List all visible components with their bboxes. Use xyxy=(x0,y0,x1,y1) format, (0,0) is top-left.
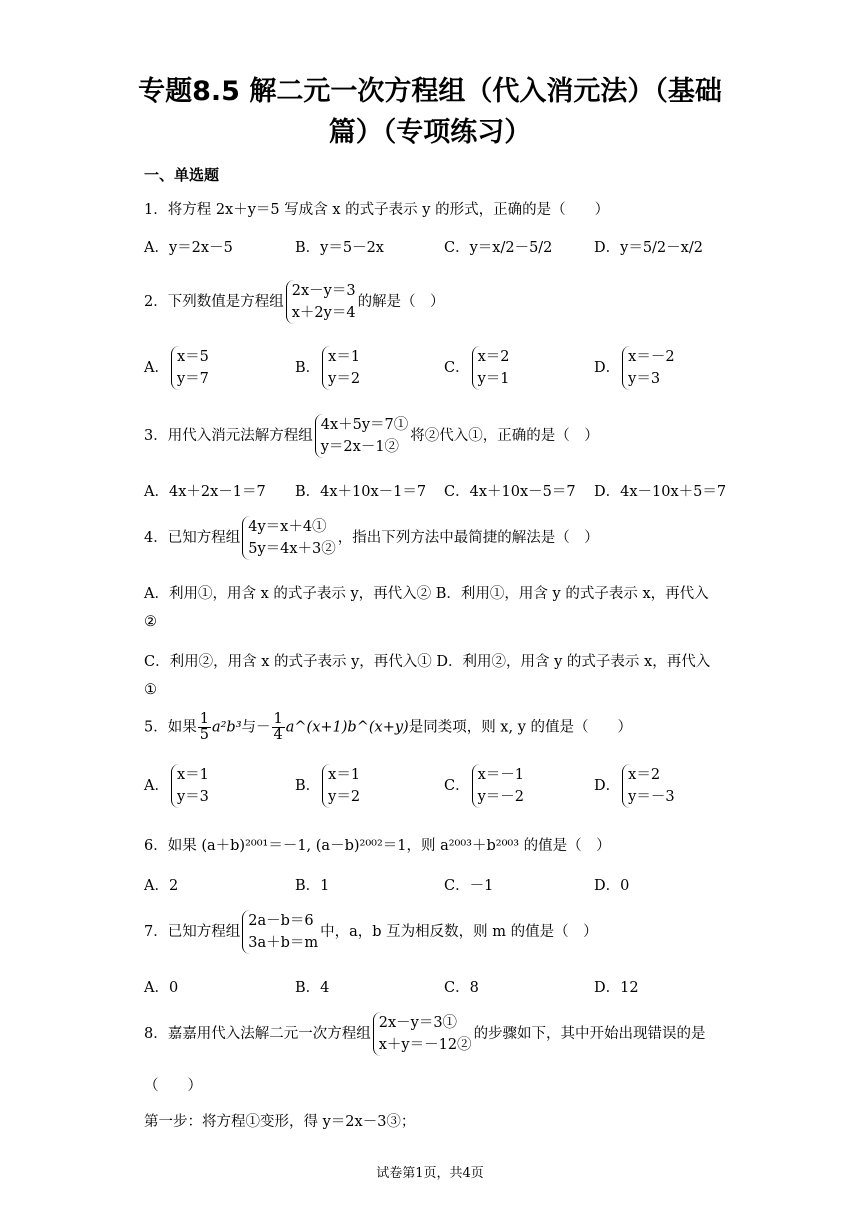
option-eq1: x＝－2 xyxy=(628,349,675,365)
q4-system xyxy=(242,516,336,560)
option-label: A． xyxy=(144,778,169,794)
q5-term-1: a²b³ xyxy=(211,719,242,736)
q5-option-d xyxy=(594,764,677,808)
numerator: 1 xyxy=(199,711,209,727)
q2-option-c xyxy=(444,346,512,390)
q4-suffix: ，指出下列方法中最简捷的解法是（ ） xyxy=(337,530,599,546)
q7-option-c: C．8 xyxy=(444,980,479,996)
option-label: D． xyxy=(594,778,621,794)
q4-prefix: 4．已知方程组 xyxy=(144,530,241,546)
option-eq1: x＝1 xyxy=(328,767,361,783)
numerator: 1 xyxy=(273,711,283,727)
q6-option-c: C．－1 xyxy=(444,878,494,894)
q8-eq1: 2x－y＝3① xyxy=(378,1015,458,1031)
option-label: B． xyxy=(295,360,321,376)
q3-option-d: D．4x－10x＋5＝7 xyxy=(594,484,727,500)
q7-option-b: B．4 xyxy=(295,980,330,996)
option-label: C． xyxy=(444,360,470,376)
q8-system xyxy=(373,1012,472,1056)
question-6: 6．如果 (a＋b)²⁰⁰¹＝－1, (a－b)²⁰⁰²＝1，则 a²⁰⁰³＋b²⁰⁰³ 的值是（ ） xyxy=(144,838,611,854)
q2-system xyxy=(286,280,356,324)
option-label: D． xyxy=(594,360,621,376)
q5-prefix: 5．如果 xyxy=(144,719,197,736)
q1-option-c: C．y＝x/2－5/2 xyxy=(444,240,553,256)
option-system xyxy=(472,346,510,390)
q7-option-d: D．12 xyxy=(594,980,639,996)
question-7 xyxy=(144,910,598,954)
q2-option-a xyxy=(144,346,211,390)
option-eq1: x＝－1 xyxy=(477,767,525,783)
q7-suffix: 中，a，b 互为相反数，则 m 的值是（ ） xyxy=(320,924,598,940)
option-eq1: x＝5 xyxy=(176,349,209,365)
q4-eq2: 5y＝4x＋3② xyxy=(248,541,336,557)
option-system xyxy=(622,764,674,808)
question-8 xyxy=(144,1012,706,1056)
option-system xyxy=(171,346,209,390)
q7-prefix: 7．已知方程组 xyxy=(144,924,241,940)
q5-mid: 与－ xyxy=(241,719,271,736)
q8-prefix: 8．嘉嘉用代入法解二元一次方程组 xyxy=(144,1026,371,1042)
option-system xyxy=(322,346,360,390)
q5-option-a xyxy=(144,764,211,808)
q2-eq2: x＋2y＝4 xyxy=(291,305,356,321)
q3-eq1: 4x＋5y＝7① xyxy=(320,417,409,433)
q5-option-b xyxy=(295,764,362,808)
question-5 xyxy=(144,712,632,743)
q5-fraction-2 xyxy=(272,712,285,743)
q4-options-cd-cont: ① xyxy=(144,682,157,698)
q3-suffix: 将②代入①，正确的是（ ） xyxy=(410,428,599,444)
q5-term-2: a^(x+1)b^(x+y) xyxy=(285,719,409,736)
option-eq1: x＝1 xyxy=(176,767,209,783)
question-4 xyxy=(144,516,599,560)
option-eq2: y＝7 xyxy=(176,371,209,387)
q8-step-1: 第一步：将方程①变形，得 y＝2x－3③； xyxy=(144,1114,416,1130)
option-eq1: x＝2 xyxy=(628,767,661,783)
q3-system xyxy=(315,414,409,458)
q4-options-cd: C．利用②，用含 x 的式子表示 y，再代入① D．利用②，用含 y 的式子表示 x，再代入 xyxy=(144,654,711,670)
question-3 xyxy=(144,414,599,458)
option-system xyxy=(622,346,674,390)
q8-suffix: 的步骤如下，其中开始出现错误的是 xyxy=(473,1026,706,1042)
q4-eq1: 4y＝x＋4① xyxy=(248,519,327,535)
q5-suffix: 是同类项，则 x, y 的值是（ ） xyxy=(408,719,633,736)
option-label: A． xyxy=(144,360,169,376)
q8-answer-paren: （ ） xyxy=(144,1078,202,1094)
denominator: 5 xyxy=(199,727,209,743)
q1-option-d: D．y＝5/2－x/2 xyxy=(594,240,703,256)
option-label: B． xyxy=(295,778,321,794)
option-eq1: x＝1 xyxy=(328,349,361,365)
q2-option-b xyxy=(295,346,362,390)
option-eq2: y＝1 xyxy=(477,371,510,387)
q8-eq2: x＋y＝－12② xyxy=(378,1037,472,1053)
option-eq1: x＝2 xyxy=(477,349,510,365)
option-eq2: y＝3 xyxy=(628,371,661,387)
q7-eq1: 2a－b＝6 xyxy=(248,913,314,929)
option-eq2: y＝－2 xyxy=(477,789,525,805)
option-eq2: y＝3 xyxy=(176,789,209,805)
q7-option-a: A．0 xyxy=(144,980,179,996)
q2-eq1: 2x－y＝3 xyxy=(291,283,356,299)
option-eq2: y＝2 xyxy=(328,371,361,387)
question-1: 1．将方程 2x＋y＝5 写成含 x 的式子表示 y 的形式，正确的是（ ） xyxy=(144,202,610,218)
q7-system xyxy=(242,910,318,954)
q4-options-ab-cont: ② xyxy=(144,614,157,630)
q3-eq2: y＝2x－1② xyxy=(320,439,400,455)
option-system xyxy=(472,764,524,808)
q2-prefix: 2．下列数值是方程组 xyxy=(144,294,284,310)
q4-options-ab: A．利用①，用含 x 的式子表示 y，再代入② B．利用①，用含 y 的式子表示 x，再代入 xyxy=(144,586,709,602)
q5-option-c xyxy=(444,764,526,808)
option-label: C． xyxy=(444,778,470,794)
q1-option-b: B．y＝5－2x xyxy=(295,240,384,256)
option-eq2: y＝2 xyxy=(328,789,361,805)
q6-option-b: B．1 xyxy=(295,878,330,894)
q3-option-c: C．4x＋10x－5＝7 xyxy=(444,484,576,500)
q7-eq2: 3a＋b＝m xyxy=(248,935,319,951)
q6-option-d: D．0 xyxy=(594,878,630,894)
q2-suffix: 的解是（ ） xyxy=(357,294,445,310)
section-heading: 一、单选题 xyxy=(144,166,220,184)
option-system xyxy=(322,764,360,808)
doc-title-line1: 专题8.5 解二元一次方程组（代入消元法）（基础 xyxy=(138,76,722,107)
page-footer: 试卷第1页，共4页 xyxy=(376,1166,484,1181)
option-system xyxy=(171,764,209,808)
q3-prefix: 3．用代入消元法解方程组 xyxy=(144,428,313,444)
q2-option-d xyxy=(594,346,677,390)
denominator: 4 xyxy=(273,727,283,743)
q3-option-b: B．4x＋10x－1＝7 xyxy=(295,484,427,500)
doc-title-line2: 篇）（专项练习） xyxy=(328,117,532,148)
question-2 xyxy=(144,280,445,324)
q1-option-a: A．y＝2x－5 xyxy=(144,240,233,256)
q5-fraction-1 xyxy=(198,712,211,743)
option-eq2: y＝－3 xyxy=(628,789,675,805)
q6-option-a: A．2 xyxy=(144,878,179,894)
q3-option-a: A．4x＋2x－1＝7 xyxy=(144,484,266,500)
